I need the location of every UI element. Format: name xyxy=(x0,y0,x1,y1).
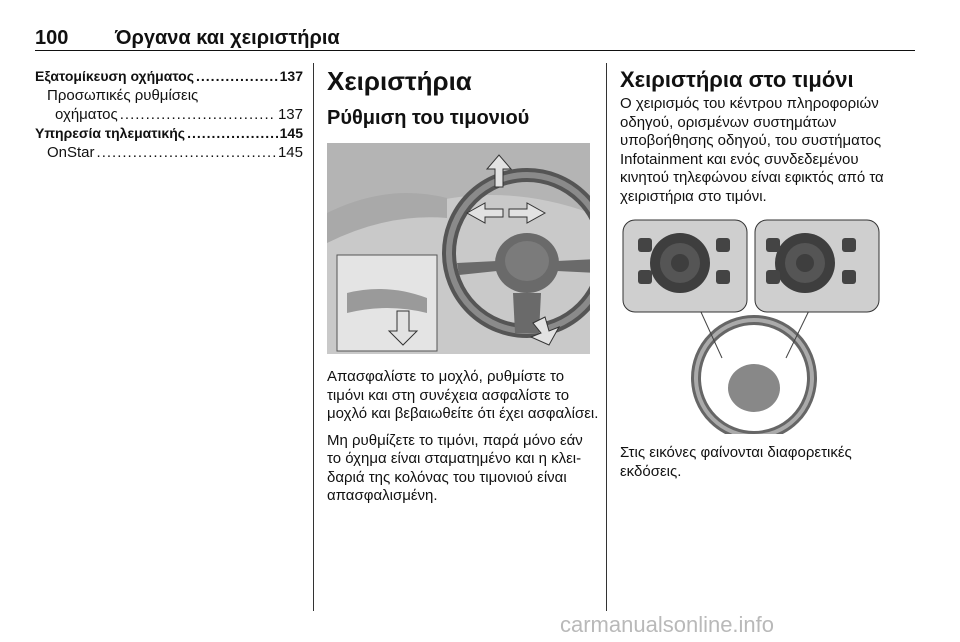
page-number: 100 xyxy=(35,27,69,49)
toc-entry[interactable]: Εξατομίκευση οχήματος ..... 137 xyxy=(35,67,303,86)
section-steering-adjustment xyxy=(327,65,599,506)
header-rule xyxy=(35,50,915,51)
toc-entry[interactable]: Προσωπικές ρυθμίσεις xyxy=(47,87,199,104)
toc-entry[interactable]: Υπηρεσία τηλεματικής ..... 145 xyxy=(35,124,303,143)
column-divider-1 xyxy=(313,63,314,611)
section-heading: Χειριστήρια στο τιμόνι xyxy=(620,67,854,92)
toc-entry[interactable]: OnStar ..... 145 xyxy=(35,143,303,162)
section-subheading: Ρύθμιση του τιμονιού xyxy=(327,107,530,129)
paragraph: Μη ρυθμίζετε το τιμόνι, παρά μόνο εάν το όχημα είναι σταματημένο και η κλειδαριά της κολόνας του τιμονιού είναι απασφαλισμένη. xyxy=(327,431,583,504)
paragraph: Στις εικόνες φαίνονται διαφορετικές εκδόσεις. xyxy=(620,444,852,480)
page-title: Όργανα και χειριστήρια xyxy=(115,27,340,49)
column-divider-2 xyxy=(606,63,607,611)
paragraph: Απασφαλίστε το μοχλό, ρυθμίστε το τιμόνι και στη συνέχεια ασφαλίστε το μοχλό και βεβαιωθείτε ότι έχει ασφαλίσει. xyxy=(327,368,599,422)
steering-adjustment-illustration xyxy=(327,143,590,354)
section-heading: Χειριστήρια xyxy=(327,66,472,96)
section-steering-wheel-controls xyxy=(620,65,892,481)
paragraph: Ο χειρισμός του κέντρου πληροφοριών οδηγού, ορισμένων συστημάτων υποβοήθησης οδηγού, του συστήματος Infotainment και ενός συνδεδεμένου κινητού τηλεφώνου είναι εφικτός από τα χειριστήρια στο τιμόνι. xyxy=(620,95,884,205)
steering-wheel-controls-illustration xyxy=(620,218,883,434)
toc-entry[interactable]: οχήματος ..... 137 xyxy=(35,105,303,124)
table-of-contents xyxy=(35,67,303,162)
watermark: carmanualsonline.info xyxy=(560,612,775,637)
